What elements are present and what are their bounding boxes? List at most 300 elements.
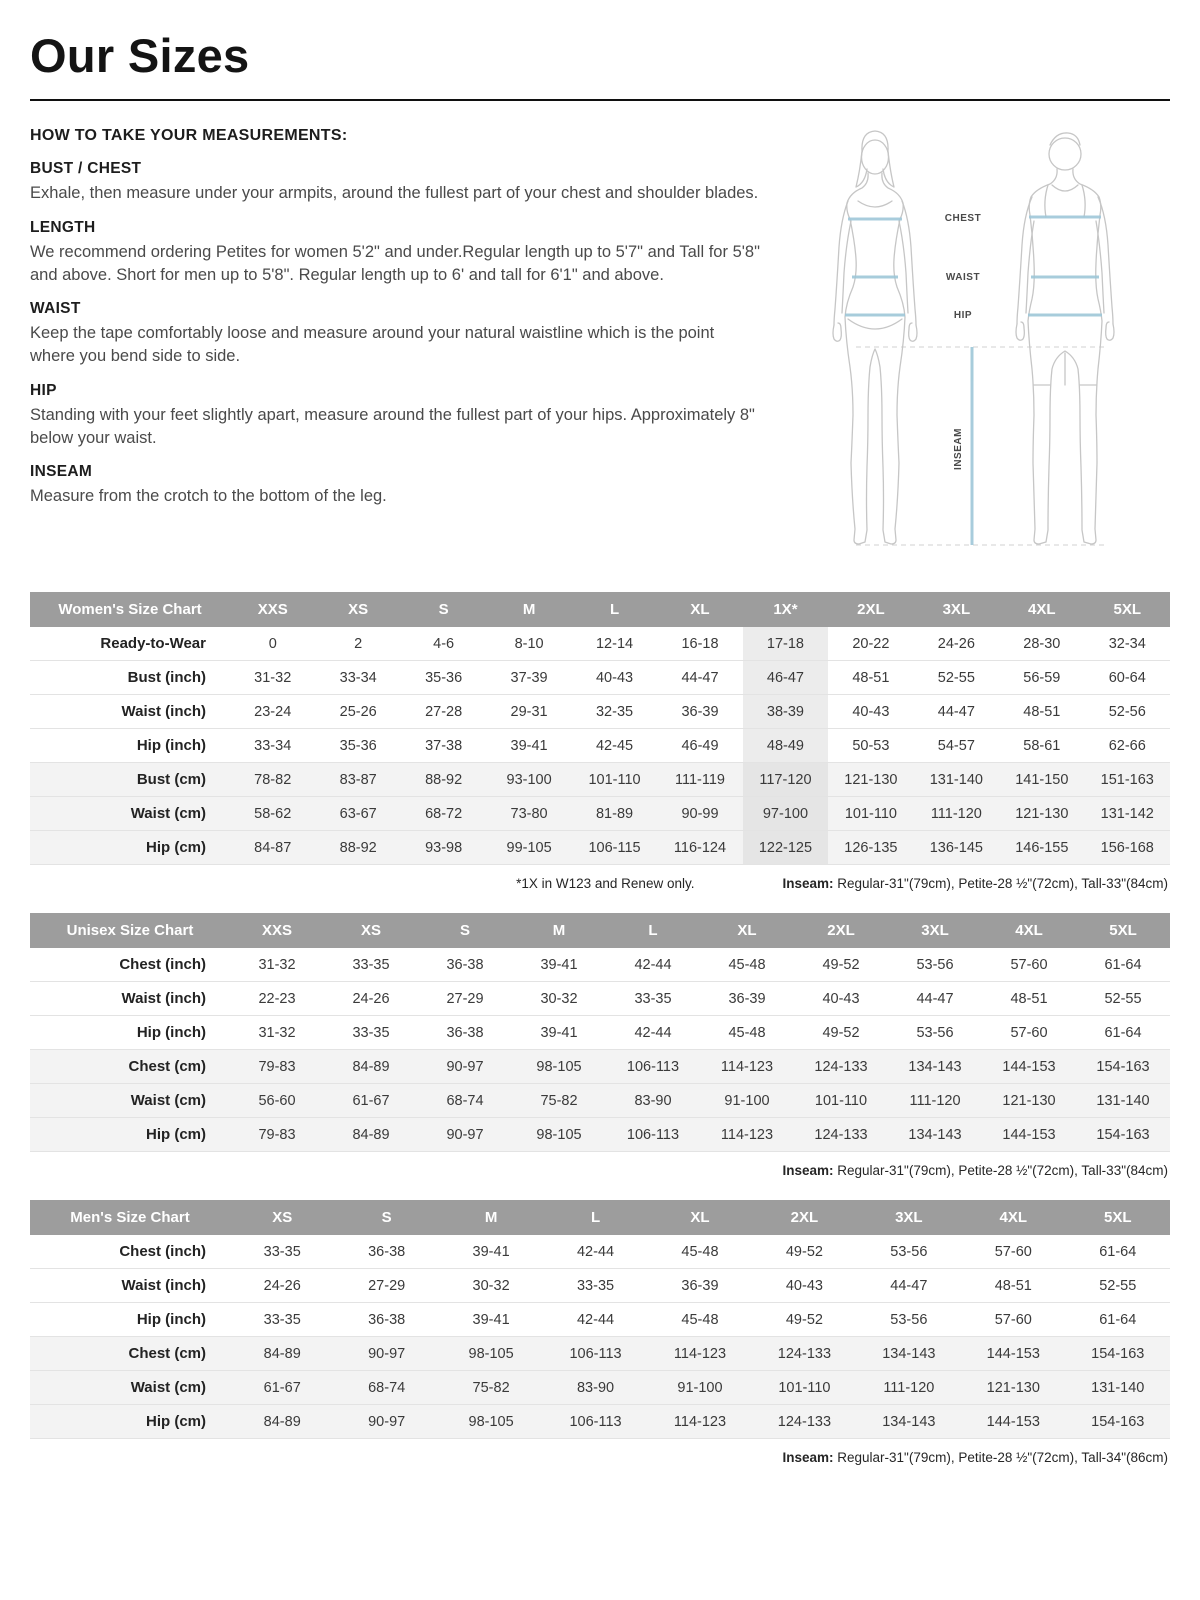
size-value-cell: 84-87: [230, 831, 315, 865]
size-value-cell: 49-52: [752, 1303, 856, 1337]
man-head: [1049, 138, 1081, 170]
size-value-cell: 134-143: [888, 1050, 982, 1084]
row-label: Waist (cm): [30, 1371, 230, 1405]
unisex-size-chart-section: [30, 913, 1170, 1194]
woman-left-hand: [833, 323, 841, 341]
section-title: WAIST: [30, 300, 81, 318]
mens-size-table: [30, 1200, 1170, 1439]
size-value-cell: 146-155: [999, 831, 1084, 865]
size-value-cell: 30-32: [439, 1269, 543, 1303]
size-value-cell: 136-145: [914, 831, 999, 865]
size-value-cell: 45-48: [648, 1235, 752, 1269]
size-value-cell: 57-60: [961, 1303, 1065, 1337]
size-value-cell: 75-82: [512, 1084, 606, 1118]
size-value-cell: 124-133: [752, 1337, 856, 1371]
size-value-cell: 90-97: [418, 1118, 512, 1152]
size-value-cell: 61-64: [1066, 1235, 1171, 1269]
size-value-cell: 131-142: [1085, 797, 1170, 831]
size-value-cell: 154-163: [1076, 1118, 1170, 1152]
table-row: [30, 1084, 1170, 1118]
size-value-cell: 121-130: [982, 1084, 1076, 1118]
woman-figure: [833, 131, 917, 544]
size-value-cell: 48-51: [961, 1269, 1065, 1303]
inseam-footnote: [782, 1450, 1168, 1465]
size-value-cell: 90-99: [657, 797, 742, 831]
size-value-cell: 27-28: [401, 695, 486, 729]
table-row: [30, 1405, 1170, 1439]
size-value-cell: 61-64: [1066, 1303, 1171, 1337]
measurement-guide: [30, 127, 1170, 584]
row-label: Hip (inch): [30, 1303, 230, 1337]
size-value-cell: 93-98: [401, 831, 486, 865]
size-value-cell: 141-150: [999, 763, 1084, 797]
table-row: [30, 729, 1170, 763]
row-label: Waist (inch): [30, 1269, 230, 1303]
size-value-cell: 35-36: [401, 661, 486, 695]
size-value-cell: 44-47: [857, 1269, 961, 1303]
size-value-cell: 45-48: [648, 1303, 752, 1337]
size-value-cell: 29-31: [486, 695, 571, 729]
size-value-cell: 83-87: [315, 763, 400, 797]
womens-chart-footnotes: [30, 865, 1170, 907]
page-title: Our Sizes: [30, 29, 250, 82]
size-value-cell: 124-133: [794, 1118, 888, 1152]
man-right-hand: [1106, 322, 1114, 340]
unisex-size-table: [30, 913, 1170, 1152]
mens-size-chart: [30, 1200, 1170, 1439]
man-tank-armholes: [1045, 185, 1085, 217]
unisex-chart-footnotes: [30, 1152, 1170, 1194]
size-value-cell: 73-80: [486, 797, 571, 831]
size-value-cell: 49-52: [794, 948, 888, 982]
chart-title-cell: Women's Size Chart: [30, 592, 230, 627]
size-value-cell: 106-113: [543, 1337, 647, 1371]
mens-chart-footnotes: [30, 1439, 1170, 1481]
size-column-header: 3XL: [914, 592, 999, 627]
woman-left-arm-inner: [842, 221, 851, 313]
size-value-cell: 98-105: [439, 1337, 543, 1371]
row-label: Hip (cm): [30, 1405, 230, 1439]
section-body: Exhale, then measure under your armpits, around the fullest part of your chest and shoulder blades.: [30, 184, 759, 202]
size-value-cell: 154-163: [1066, 1405, 1171, 1439]
table-row: [30, 1016, 1170, 1050]
size-column-header: XXS: [230, 913, 324, 948]
size-column-header: XS: [324, 913, 418, 948]
size-value-cell: 31-32: [230, 1016, 324, 1050]
woman-right-arm-inner: [899, 221, 908, 313]
size-value-cell: 42-44: [606, 948, 700, 982]
table-row: [30, 1050, 1170, 1084]
size-value-cell: 16-18: [657, 627, 742, 661]
size-column-header: XS: [230, 1200, 334, 1235]
size-value-cell: 32-34: [1085, 627, 1170, 661]
size-column-header: M: [486, 592, 571, 627]
size-value-cell: 134-143: [857, 1405, 961, 1439]
size-value-cell: 144-153: [961, 1405, 1065, 1439]
size-column-header: 4XL: [999, 592, 1084, 627]
size-column-header: 3XL: [888, 913, 982, 948]
size-value-cell: 52-55: [1076, 982, 1170, 1016]
size-value-cell: 32-35: [572, 695, 657, 729]
size-value-cell: 53-56: [888, 1016, 982, 1050]
mens-size-chart-section: [30, 1200, 1170, 1481]
size-value-cell: 111-119: [657, 763, 742, 797]
size-value-cell: 101-110: [828, 797, 913, 831]
instructions-heading: HOW TO TAKE YOUR MEASUREMENTS:: [30, 127, 348, 144]
inseam-footnote-label: Inseam:: [782, 1450, 834, 1465]
size-value-cell: 53-56: [888, 948, 982, 982]
size-column-header: S: [401, 592, 486, 627]
size-value-cell: 45-48: [700, 948, 794, 982]
size-value-cell: 33-35: [543, 1269, 647, 1303]
size-value-cell: 90-97: [418, 1050, 512, 1084]
size-value-cell: 101-110: [752, 1371, 856, 1405]
womens-size-chart-section: [30, 592, 1170, 907]
size-value-cell: 131-140: [1076, 1084, 1170, 1118]
size-column-header: M: [439, 1200, 543, 1235]
size-value-cell: 111-120: [888, 1084, 982, 1118]
size-value-cell: 39-41: [486, 729, 571, 763]
inseam-footnote-text: Regular-31"(79cm), Petite-28 ½"(72cm), Tall-34"(86cm): [833, 1450, 1168, 1465]
header-row: [30, 913, 1170, 948]
size-value-cell: 33-35: [324, 948, 418, 982]
size-value-cell: 33-34: [230, 729, 315, 763]
size-value-cell: 151-163: [1085, 763, 1170, 797]
size-value-cell: 39-41: [439, 1235, 543, 1269]
size-value-cell: 27-29: [334, 1269, 438, 1303]
size-column-header: 5XL: [1066, 1200, 1171, 1235]
row-label: Hip (inch): [30, 1016, 230, 1050]
size-value-cell: 42-44: [606, 1016, 700, 1050]
size-value-cell: 44-47: [914, 695, 999, 729]
inseam-footnote: [782, 876, 1168, 891]
section-body: We recommend ordering Petites for women 5'2" and under.Regular length up to 5'7" and Tall for 5'8" and above. Short for men up to 5'8". Regular length up to 6' and tall for 6'1" and above.: [30, 242, 760, 284]
size-value-cell: 98-105: [512, 1118, 606, 1152]
man-shorts-lines: [1034, 353, 1096, 385]
size-value-cell: 106-113: [543, 1405, 647, 1439]
unisex-size-chart: [30, 913, 1170, 1152]
size-value-cell: 57-60: [982, 1016, 1076, 1050]
size-column-header: L: [572, 592, 657, 627]
size-column-header: 4XL: [982, 913, 1076, 948]
size-column-header: S: [334, 1200, 438, 1235]
size-value-cell: 117-120: [743, 763, 828, 797]
row-label: Waist (inch): [30, 695, 230, 729]
size-value-cell: 23-24: [230, 695, 315, 729]
inseam-footnote: [782, 1163, 1168, 1178]
size-value-cell: 122-125: [743, 831, 828, 865]
size-value-cell: 83-90: [543, 1371, 647, 1405]
table-row: [30, 1371, 1170, 1405]
size-value-cell: 121-130: [961, 1371, 1065, 1405]
row-label: Bust (inch): [30, 661, 230, 695]
size-value-cell: 134-143: [888, 1118, 982, 1152]
chart-title-cell: Unisex Size Chart: [30, 913, 230, 948]
section-length: [30, 219, 762, 287]
section-inseam: [30, 463, 762, 508]
size-value-cell: 36-38: [334, 1235, 438, 1269]
section-waist: [30, 300, 762, 368]
size-value-cell: 42-44: [543, 1303, 647, 1337]
row-label: Ready-to-Wear: [30, 627, 230, 661]
size-value-cell: 79-83: [230, 1050, 324, 1084]
row-label: Waist (inch): [30, 982, 230, 1016]
size-value-cell: 33-35: [324, 1016, 418, 1050]
size-value-cell: 36-39: [648, 1269, 752, 1303]
size-value-cell: 114-123: [700, 1118, 794, 1152]
row-label: Hip (cm): [30, 831, 230, 865]
row-label: Chest (inch): [30, 948, 230, 982]
size-column-header: 1X*: [743, 592, 828, 627]
size-value-cell: 62-66: [1085, 729, 1170, 763]
size-value-cell: 33-35: [606, 982, 700, 1016]
size-column-header: L: [543, 1200, 647, 1235]
size-value-cell: 106-113: [606, 1050, 700, 1084]
size-value-cell: 45-48: [700, 1016, 794, 1050]
table-row: [30, 1235, 1170, 1269]
table-row: [30, 763, 1170, 797]
woman-head: [862, 140, 889, 174]
size-value-cell: 57-60: [982, 948, 1076, 982]
table-row: [30, 1337, 1170, 1371]
size-value-cell: 93-100: [486, 763, 571, 797]
man-tank-neckline: [1052, 185, 1078, 191]
size-value-cell: 81-89: [572, 797, 657, 831]
size-value-cell: 40-43: [572, 661, 657, 695]
size-value-cell: 58-61: [999, 729, 1084, 763]
size-value-cell: 114-123: [648, 1405, 752, 1439]
size-column-header: 5XL: [1076, 913, 1170, 948]
woman-right-hand: [909, 323, 917, 341]
size-value-cell: 38-39: [743, 695, 828, 729]
size-value-cell: 4-6: [401, 627, 486, 661]
size-value-cell: 39-41: [439, 1303, 543, 1337]
size-value-cell: 61-67: [230, 1371, 334, 1405]
size-value-cell: 116-124: [657, 831, 742, 865]
size-column-header: XL: [700, 913, 794, 948]
size-column-header: 3XL: [857, 1200, 961, 1235]
size-column-header: L: [606, 913, 700, 948]
inseam-footnote-label: Inseam:: [782, 1163, 834, 1178]
title-divider: [30, 99, 1170, 101]
inseam-extent-dashes: [856, 347, 1105, 545]
size-value-cell: 37-38: [401, 729, 486, 763]
row-label: Waist (cm): [30, 797, 230, 831]
table-row: [30, 1118, 1170, 1152]
size-value-cell: 61-67: [324, 1084, 418, 1118]
measurement-figures-illustration: [796, 127, 1164, 579]
woman-body-outline: [845, 173, 905, 544]
size-value-cell: 68-74: [418, 1084, 512, 1118]
size-value-cell: 35-36: [315, 729, 400, 763]
size-value-cell: 22-23: [230, 982, 324, 1016]
size-value-cell: 42-44: [543, 1235, 647, 1269]
size-value-cell: 126-135: [828, 831, 913, 865]
size-value-cell: 101-110: [794, 1084, 888, 1118]
size-value-cell: 84-89: [230, 1405, 334, 1439]
size-value-cell: 91-100: [648, 1371, 752, 1405]
size-value-cell: 84-89: [324, 1118, 418, 1152]
size-value-cell: 50-53: [828, 729, 913, 763]
size-value-cell: 40-43: [828, 695, 913, 729]
size-value-cell: 33-35: [230, 1235, 334, 1269]
size-value-cell: 56-59: [999, 661, 1084, 695]
size-value-cell: 53-56: [857, 1235, 961, 1269]
man-left-arm-inner: [1026, 221, 1034, 313]
size-value-cell: 8-10: [486, 627, 571, 661]
size-value-cell: 53-56: [857, 1303, 961, 1337]
table-row: [30, 1269, 1170, 1303]
size-value-cell: 52-55: [914, 661, 999, 695]
section-title: LENGTH: [30, 218, 96, 236]
size-value-cell: 36-38: [418, 948, 512, 982]
size-value-cell: 134-143: [857, 1337, 961, 1371]
header-row: [30, 1200, 1170, 1235]
womens-size-table: [30, 592, 1170, 865]
section-bust-chest: [30, 160, 762, 205]
size-value-cell: 44-47: [657, 661, 742, 695]
hip-label: HIP: [953, 310, 973, 321]
table-row: [30, 797, 1170, 831]
woman-neckline: [858, 201, 892, 207]
inseam-footnote-text: Regular-31"(79cm), Petite-28 ½"(72cm), Tall-33"(84cm): [833, 876, 1168, 891]
size-value-cell: 114-123: [700, 1050, 794, 1084]
size-value-cell: 48-51: [828, 661, 913, 695]
size-value-cell: 40-43: [794, 982, 888, 1016]
inseam-footnote-text: Regular-31"(79cm), Petite-28 ½"(72cm), Tall-33"(84cm): [833, 1163, 1168, 1178]
row-label: Chest (inch): [30, 1235, 230, 1269]
size-value-cell: 33-34: [315, 661, 400, 695]
row-label: Chest (cm): [30, 1050, 230, 1084]
size-value-cell: 61-64: [1076, 1016, 1170, 1050]
size-value-cell: 156-168: [1085, 831, 1170, 865]
size-value-cell: 154-163: [1066, 1337, 1171, 1371]
size-value-cell: 84-89: [230, 1337, 334, 1371]
size-value-cell: 27-29: [418, 982, 512, 1016]
size-value-cell: 40-43: [752, 1269, 856, 1303]
page-header: [30, 28, 1170, 101]
size-value-cell: 68-74: [334, 1371, 438, 1405]
size-value-cell: 36-38: [334, 1303, 438, 1337]
size-value-cell: 63-67: [315, 797, 400, 831]
size-value-cell: 46-49: [657, 729, 742, 763]
size-column-header: 4XL: [961, 1200, 1065, 1235]
size-value-cell: 17-18: [743, 627, 828, 661]
man-hair: [1050, 133, 1080, 145]
measurement-diagram: [796, 127, 1170, 584]
size-value-cell: 88-92: [315, 831, 400, 865]
section-title: INSEAM: [30, 463, 93, 481]
section-body: Keep the tape comfortably loose and measure around your natural waistline which is the point where you bend side to side.: [30, 324, 715, 366]
size-value-cell: 25-26: [315, 695, 400, 729]
size-value-cell: 98-105: [512, 1050, 606, 1084]
row-label: Hip (cm): [30, 1118, 230, 1152]
row-label: Hip (inch): [30, 729, 230, 763]
womens-size-chart: [30, 592, 1170, 865]
size-column-header: 2XL: [794, 913, 888, 948]
size-value-cell: 49-52: [752, 1235, 856, 1269]
size-value-cell: 12-14: [572, 627, 657, 661]
size-value-cell: 31-32: [230, 948, 324, 982]
size-value-cell: 75-82: [439, 1371, 543, 1405]
size-value-cell: 84-89: [324, 1050, 418, 1084]
size-value-cell: 144-153: [982, 1118, 1076, 1152]
size-value-cell: 36-38: [418, 1016, 512, 1050]
chart-title-cell: Men's Size Chart: [30, 1200, 230, 1235]
size-value-cell: 48-51: [999, 695, 1084, 729]
size-value-cell: 60-64: [1085, 661, 1170, 695]
inseam-label: INSEAM: [953, 428, 964, 470]
size-value-cell: 144-153: [982, 1050, 1076, 1084]
size-value-cell: 24-26: [914, 627, 999, 661]
size-value-cell: 57-60: [961, 1235, 1065, 1269]
size-value-cell: 39-41: [512, 1016, 606, 1050]
size-value-cell: 52-55: [1066, 1269, 1171, 1303]
size-value-cell: 44-47: [888, 982, 982, 1016]
size-value-cell: 91-100: [700, 1084, 794, 1118]
size-value-cell: 98-105: [439, 1405, 543, 1439]
size-value-cell: 24-26: [230, 1269, 334, 1303]
size-value-cell: 114-123: [648, 1337, 752, 1371]
size-column-header: S: [418, 913, 512, 948]
row-label: Waist (cm): [30, 1084, 230, 1118]
section-title: BUST / CHEST: [30, 160, 142, 177]
row-label: Bust (cm): [30, 763, 230, 797]
size-value-cell: 56-60: [230, 1084, 324, 1118]
table-row: [30, 831, 1170, 865]
section-body: Measure from the crotch to the bottom of the leg.: [30, 487, 387, 506]
size-column-header: XL: [657, 592, 742, 627]
man-figure: [1016, 133, 1114, 544]
size-column-header: 2XL: [828, 592, 913, 627]
size-value-cell: 88-92: [401, 763, 486, 797]
table-row: [30, 627, 1170, 661]
inseam-footnote-label: Inseam:: [782, 876, 834, 891]
size-column-header: XL: [648, 1200, 752, 1235]
size-value-cell: 24-26: [324, 982, 418, 1016]
size-value-cell: 48-51: [982, 982, 1076, 1016]
section-title: HIP: [30, 381, 57, 399]
size-column-header: M: [512, 913, 606, 948]
size-value-cell: 144-153: [961, 1337, 1065, 1371]
size-value-cell: 83-90: [606, 1084, 700, 1118]
one-x-footnote: *1X in W123 and Renew only.: [516, 876, 695, 891]
size-value-cell: 79-83: [230, 1118, 324, 1152]
woman-swimsuit-line: [848, 319, 902, 329]
size-value-cell: 20-22: [828, 627, 913, 661]
size-value-cell: 68-72: [401, 797, 486, 831]
size-value-cell: 0: [230, 627, 315, 661]
size-value-cell: 78-82: [230, 763, 315, 797]
size-value-cell: 52-56: [1085, 695, 1170, 729]
size-value-cell: 49-52: [794, 1016, 888, 1050]
size-value-cell: 90-97: [334, 1405, 438, 1439]
size-value-cell: 58-62: [230, 797, 315, 831]
size-value-cell: 33-35: [230, 1303, 334, 1337]
man-right-arm-inner: [1096, 221, 1104, 313]
man-left-hand: [1016, 322, 1024, 340]
table-row: [30, 948, 1170, 982]
size-value-cell: 2: [315, 627, 400, 661]
size-column-header: 5XL: [1085, 592, 1170, 627]
size-value-cell: 99-105: [486, 831, 571, 865]
size-value-cell: 90-97: [334, 1337, 438, 1371]
row-label: Chest (cm): [30, 1337, 230, 1371]
section-body: Standing with your feet slightly apart, measure around the fullest part of your hips. Approximately 8" below your waist.: [30, 405, 755, 447]
size-value-cell: 121-130: [999, 797, 1084, 831]
waist-label: WAIST: [945, 272, 981, 283]
size-value-cell: 42-45: [572, 729, 657, 763]
